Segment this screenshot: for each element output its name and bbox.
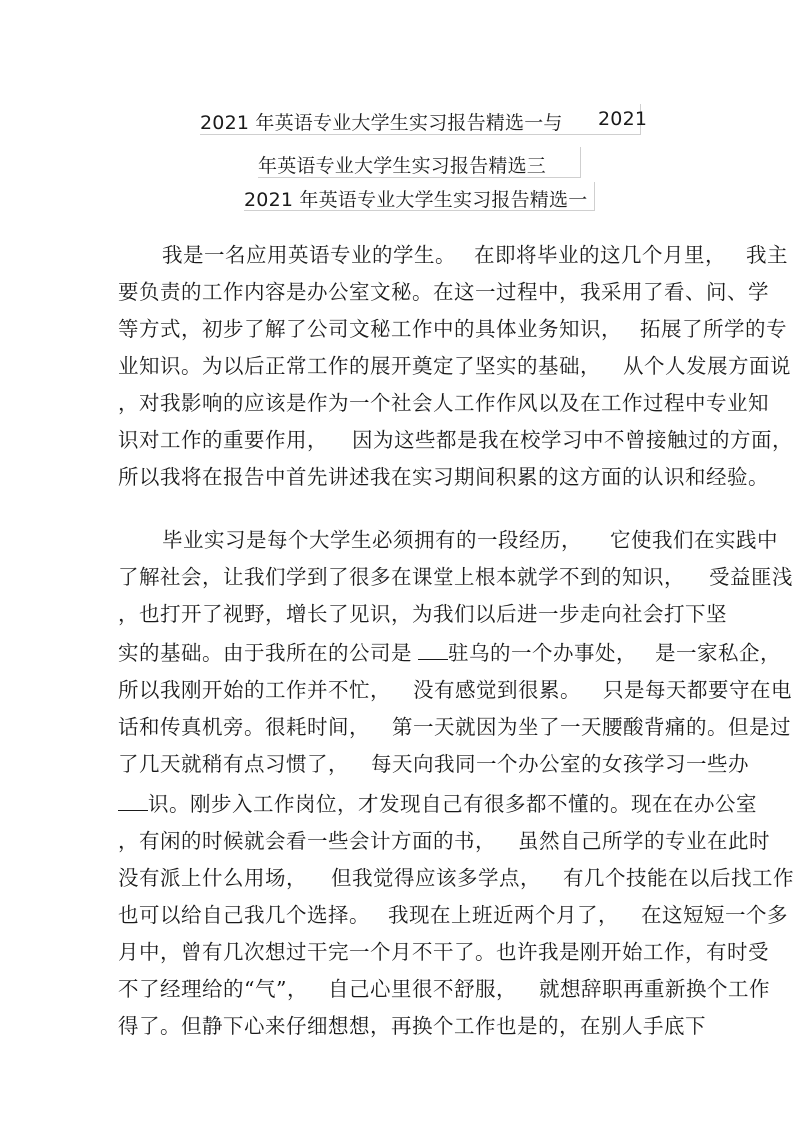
paragraph-line: ，也打开了视野，增长了见识，为我们以后进一步走向社会打下坚 bbox=[118, 602, 727, 626]
paragraph-line: 了几天就稍有点习惯了， 每天向我同一个办公室的女孩学习一些办 bbox=[118, 752, 749, 776]
paragraph-line: 不了经理给的“气”， 自己心里很不舒服， 就想辞职再重新换个工作 bbox=[118, 977, 770, 1001]
title-line-1-left: 2021 年英语专业大学生实习报告精选一与 bbox=[200, 112, 563, 134]
paragraph-line: 月中，曾有几次想过干完一个月不干了。也许我是刚开始工作，有时受 bbox=[118, 940, 769, 964]
paragraph-line: 我是一名应用英语专业的学生。 在即将毕业的这几个月里， 我主 bbox=[162, 243, 788, 267]
title-line-2: 年英语专业大学生实习报告精选三 bbox=[258, 155, 547, 177]
paragraph-line: ，有闲的时候就会看一些会计方面的书， 虽然自己所学的专业在此时 bbox=[118, 829, 770, 853]
paragraph-line: 没有派上什么用场， 但我觉得应该多学点， 有几个技能在以后找工作 bbox=[118, 866, 794, 890]
title-line-3: 2021 年英语专业大学生实习报告精选一 bbox=[244, 189, 588, 211]
paragraph-line: 得了。但静下心来仔细想想，再换个工作也是的，在别人手底下 bbox=[118, 1014, 706, 1038]
paragraph-line: 等方式，初步了解了公司文秘工作中的具体业务知识， 拓展了所学的专 bbox=[118, 317, 787, 341]
paragraph-line: ，对我影响的应该是作为一个社会人工作作风以及在工作过程中专业知 bbox=[118, 391, 769, 415]
blank-underline bbox=[418, 642, 448, 660]
paragraph-line: 所以我刚开始的工作并不忙， 没有感觉到很累。 只是每天都要守在电 bbox=[118, 678, 792, 702]
paragraph-line: 实的基础。由于我所在的公司是 驻乌的一个办事处， 是一家私企， bbox=[118, 641, 781, 665]
paragraph-line: 了解社会，让我们学到了很多在课堂上根本就学不到的知识， 受益匪浅 bbox=[118, 565, 793, 589]
paragraph-line: 要负责的工作内容是办公室文秘。在这一过程中，我采用了看、问、学 bbox=[118, 280, 769, 304]
title-line-1-right: 2021 bbox=[598, 108, 648, 130]
paragraph-line: 识。刚步入工作岗位，才发现自己有很多都不懂的。现在在办公室 bbox=[118, 787, 757, 817]
paragraph-line: 所以我将在报告中首先讲述我在实习期间积累的这方面的认识和经验。 bbox=[118, 465, 769, 489]
paragraph-line: 识对工作的重要作用， 因为这些都是我在校学习中不曾接触过的方面， bbox=[118, 428, 793, 452]
paragraph-line: 业知识。为以后正常工作的展开奠定了坚实的基础， 从个人发展方面说 bbox=[118, 354, 791, 378]
paragraph-line: 也可以给自己我几个选择。 我现在上班近两个月了， 在这短短一个多 bbox=[118, 903, 788, 927]
paragraph-line: 话和传真机旁。很耗时间， 第一天就因为坐了一天腰酸背痛的。但是过 bbox=[118, 715, 791, 739]
blank-underline bbox=[118, 793, 148, 811]
paragraph-line: 毕业实习是每个大学生必须拥有的一段经历， 它使我们在实践中 bbox=[162, 528, 778, 552]
